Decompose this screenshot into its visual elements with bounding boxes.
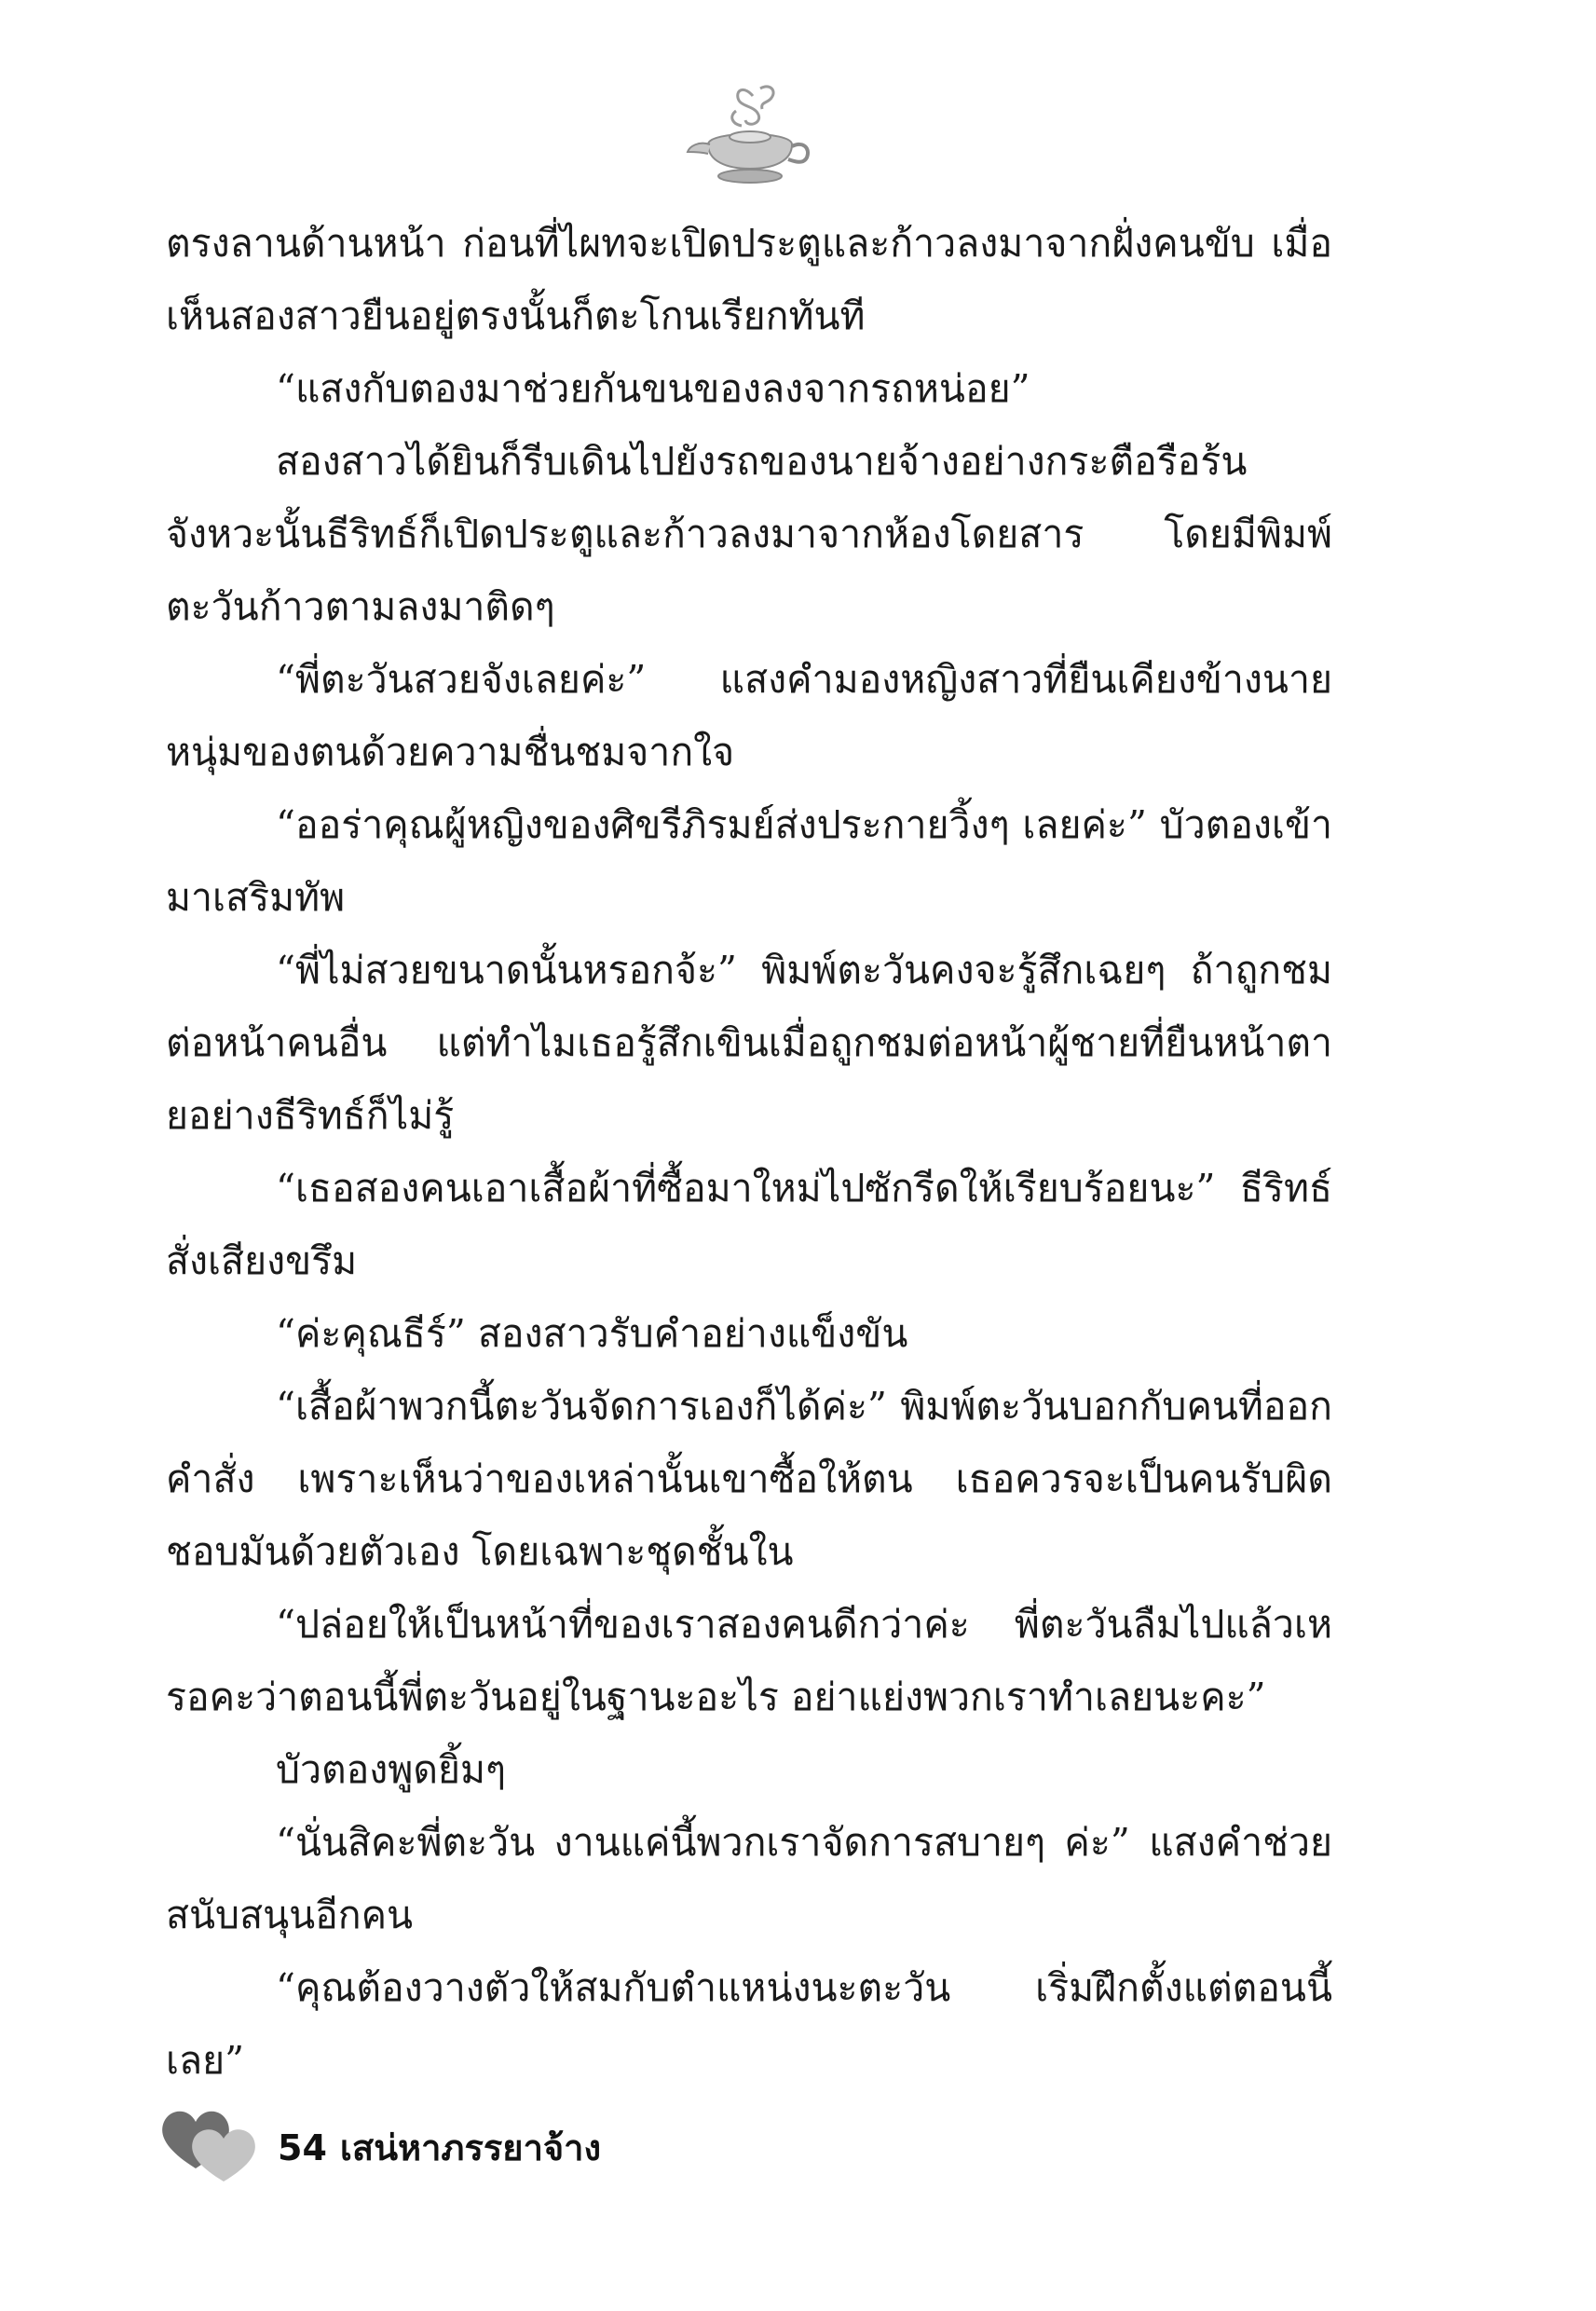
paragraph: “ค่ะคุณธีร์” สองสาวรับคำอย่างแข็งขัน xyxy=(276,1311,908,1356)
paragraph: “ปล่อยให้เป็นหน้าที่ของเราสองคนดีกว่าค่ะ พี่ตะวันลืมไปแล้วเหรอคะว่าตอนนี้พี่ตะวันอยู่ในฐานะอะไร อย่าแย่งพวกเราทำเลยนะคะ” xyxy=(166,1602,1332,1719)
paragraph: “เธอสองคนเอาเสื้อผ้าที่ซื้อมาใหม่ไปซักรีดให้เรียบร้อยนะ” ธีริทธ์สั่งเสียงขรึม xyxy=(166,1166,1332,1283)
paragraph: “คุณต้องวางตัวให้สมกับตำแหน่งนะตะวัน เริ่มฝึกตั้งแต่ตอนนี้เลย” xyxy=(166,1965,1332,2083)
page-number: 54 xyxy=(278,2127,327,2168)
paragraph: “ออร่าคุณผู้หญิงของศิขรีภิรมย์ส่งประกายวิ้งๆ เลยค่ะ” บัวตองเข้ามาเสริมทัพ xyxy=(166,802,1332,920)
page-footer xyxy=(158,2101,811,2195)
book-title: เสน่หาภรรยาจ้าง xyxy=(339,2127,602,2168)
paragraph: “เสื้อผ้าพวกนี้ตะวันจัดการเองก็ได้ค่ะ” พิมพ์ตะวันบอกกับคนที่ออกคำสั่ง เพราะเห็นว่าของเหล่านั้นเขาซื้อให้ตน เธอควรจะเป็นคนรับผิดชอบมันด้วยตัวเอง โดยเฉพาะชุดชั้นใน xyxy=(166,1384,1332,1574)
paragraph: “แสงกับตองมาช่วยกันขนของลงจากรถหน่อย” xyxy=(276,366,1030,411)
footer-label xyxy=(278,2126,614,2170)
paragraph: “นั่นสิคะพี่ตะวัน งานแค่นี้พวกเราจัดการสบายๆ ค่ะ” แสงคำช่วยสนับสนุนอีกคน xyxy=(166,1820,1332,1937)
paragraph: สองสาวได้ยินก็รีบเดินไปยังรถของนายจ้างอย่างกระตือรือร้น จังหวะนั้นธีริทธ์ก็เปิดประตูและก้าวลงมาจากห้องโดยสาร โดยมีพิมพ์ตะวันก้าวตามลงมาติดๆ xyxy=(166,439,1332,629)
genie-lamp-icon xyxy=(680,79,820,191)
paragraph: “พี่ไม่สวยขนาดนั้นหรอกจ้ะ” พิมพ์ตะวันคงจะรู้สึกเฉยๆ ถ้าถูกชมต่อหน้าคนอื่น แต่ทำไมเธอรู้สึกเขินเมื่อถูกชมต่อหน้าผู้ชายที่ยืนหน้าตายอย่างธีริทธ์ก็ไม่รู้ xyxy=(166,948,1332,1138)
paragraph: บัวตองพูดยิ้มๆ xyxy=(276,1747,507,1792)
hearts-icon xyxy=(158,2101,266,2185)
paragraph: “พี่ตะวันสวยจังเลยค่ะ” แสงคำมองหญิงสาวที่ยืนเคียงข้างนายหนุ่มของตนด้วยความชื่นชมจากใจ xyxy=(166,657,1332,774)
page-body xyxy=(166,207,1332,2097)
paragraph: ตรงลานด้านหน้า ก่อนที่ไผทจะเปิดประตูและก้าวลงมาจากฝั่งคนขับ เมื่อเห็นสองสาวยืนอยู่ตรงนั้นก็ตะโกนเรียกทันที xyxy=(166,221,1332,338)
